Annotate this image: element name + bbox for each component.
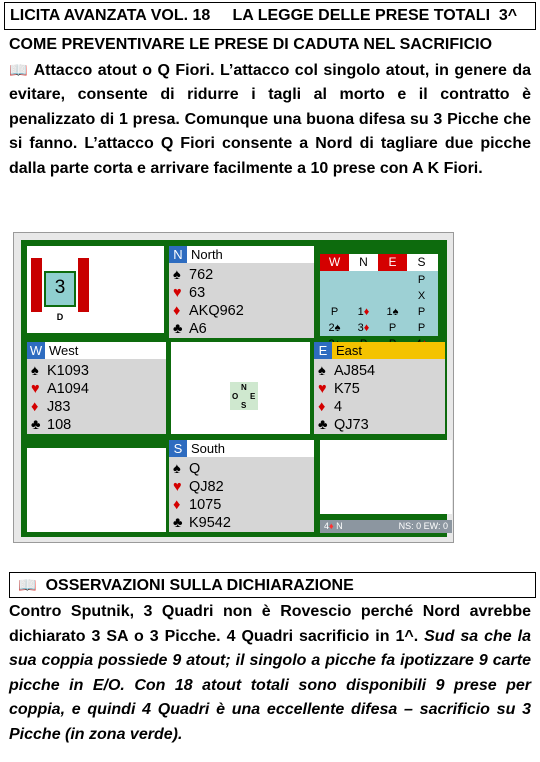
west-hearts — [31, 380, 89, 398]
west-spades — [31, 362, 89, 380]
auction-header-n: N — [359, 255, 368, 269]
diamond-icon: ♦ — [318, 399, 326, 415]
final-contract: 4♦ N — [324, 521, 343, 531]
spade-icon: ♠ — [173, 461, 181, 477]
bridge-diagram — [13, 232, 454, 543]
auction-call: 2♠ — [328, 322, 341, 334]
dealer-marker: D — [56, 312, 64, 322]
auction-call: 3♦ — [357, 322, 370, 334]
spade-icon: ♠ — [318, 363, 326, 379]
south-hearts-cards: QJ82 — [189, 479, 224, 495]
hand-east — [314, 342, 445, 434]
hand-north — [169, 246, 314, 338]
west-hearts-cards: A1094 — [47, 381, 89, 397]
auction-call: 1♦ — [357, 306, 370, 318]
east-diamonds — [318, 398, 342, 416]
east-spades-cards: AJ854 — [334, 363, 376, 379]
contract-status-bar — [320, 520, 452, 533]
north-clubs-cards: A6 — [189, 321, 207, 337]
seat-badge-north: N — [169, 246, 187, 263]
hand-south — [169, 440, 314, 532]
observations-italic: Sud sa che la sua coppia possiede 9 atout; il singolo a picche fa ipotizzare 9 carte picche in E/O. Con 18 atout totali sono disponibili 9 prese per coppia, e quindi 4 Quadri è una eccellente difesa – sacrificio su 3 Picche (in zona verde). — [9, 627, 532, 743]
east-hearts — [318, 380, 360, 398]
north-hearts-cards: 63 — [189, 285, 206, 301]
seat-name-north: North — [191, 247, 223, 262]
book-icon: 📖 — [18, 576, 37, 594]
east-clubs-cards: QJ73 — [334, 417, 369, 433]
board-felt — [21, 240, 447, 537]
north-spades-cards: 762 — [189, 267, 214, 283]
heart-icon: ♥ — [318, 381, 327, 397]
auction-call: P — [417, 322, 426, 334]
diamond-icon: ♦ — [31, 399, 39, 415]
south-diamonds — [173, 496, 221, 514]
observations-plain: Contro Sputnik, 3 Quadri non è Rovescio perché Nord avrebbe dichiarato 3 SA o 3 Picche. 4 Quadri sacrificio in 1^. — [9, 603, 531, 645]
south-hearts — [173, 478, 224, 496]
compass-e: E — [250, 392, 256, 401]
board-info-panel — [27, 246, 164, 333]
observations-text — [9, 600, 531, 748]
hand-east-header — [314, 342, 445, 359]
seat-name-south: South — [191, 441, 225, 456]
west-spades-cards: K1093 — [47, 363, 89, 379]
title-box — [4, 2, 536, 30]
north-hearts — [173, 284, 205, 302]
club-icon: ♣ — [318, 417, 328, 433]
auction-call: 1♠ — [386, 306, 399, 318]
south-diamonds-cards: 1075 — [189, 497, 222, 513]
club-icon: ♣ — [31, 417, 41, 433]
hand-west-header — [27, 342, 166, 359]
spade-icon: ♠ — [31, 363, 39, 379]
west-clubs — [31, 416, 71, 434]
west-diamonds — [31, 398, 70, 416]
east-clubs — [318, 416, 369, 434]
auction-header-s: S — [417, 255, 426, 269]
compass-rose — [230, 382, 258, 410]
west-clubs-cards: 108 — [47, 417, 72, 433]
compass-o: O — [232, 392, 239, 401]
empty-panel-bottom-left — [27, 448, 166, 532]
score-readout: NS: 0 EW: 0 — [398, 521, 448, 531]
auction-table — [320, 254, 438, 336]
seat-name-west: West — [49, 343, 79, 358]
auction-call: X — [417, 290, 426, 302]
north-spades — [173, 266, 213, 284]
vulnerability-bar-left — [31, 258, 42, 312]
seat-badge-east: E — [314, 342, 332, 359]
heart-icon: ♥ — [173, 285, 182, 301]
auction-call: P — [330, 306, 339, 318]
compass-n: N — [241, 383, 247, 392]
east-diamonds-cards: 4 — [334, 399, 343, 415]
seat-name-east: East — [336, 343, 363, 358]
auction-call: P — [417, 274, 426, 286]
auction-header-e: E — [378, 254, 407, 271]
west-diamonds-cards: J83 — [47, 399, 71, 415]
hand-south-header — [169, 440, 314, 457]
south-clubs — [173, 514, 231, 532]
auction-header-w: W — [320, 254, 349, 271]
heart-icon: ♥ — [173, 479, 182, 495]
club-icon: ♣ — [173, 321, 183, 337]
compass-s: S — [241, 401, 247, 410]
observations-heading-box — [9, 572, 536, 598]
section-subtitle: COME PREVENTIVARE LE PRESE DI CADUTA NEL SACRIFICIO — [9, 36, 493, 53]
hand-west — [27, 342, 166, 434]
observations-heading: OSSERVAZIONI SULLA DICHIARAZIONE — [45, 577, 354, 594]
book-icon: 📖 — [9, 60, 29, 79]
board-number: 3 — [54, 277, 66, 298]
intro-text-block — [9, 58, 531, 182]
seat-badge-south: S — [169, 440, 187, 457]
page-title: LICITA AVANZATA VOL. 18 LA LEGGE DELLE PRESE TOTALI 3^ — [10, 7, 518, 24]
north-diamonds-cards: AKQ962 — [189, 303, 244, 319]
south-spades — [173, 460, 200, 478]
north-clubs — [173, 320, 207, 338]
south-clubs-cards: K9542 — [189, 515, 231, 531]
vulnerability-bar-right — [78, 258, 89, 312]
diamond-icon: ♦ — [173, 303, 181, 319]
intro-paragraph — [9, 33, 531, 181]
seat-badge-west: W — [27, 342, 45, 359]
auction-call: P — [388, 322, 397, 334]
spade-icon: ♠ — [173, 267, 181, 283]
hand-north-header — [169, 246, 314, 263]
club-icon: ♣ — [173, 515, 183, 531]
east-spades — [318, 362, 375, 380]
east-hearts-cards: K75 — [334, 381, 360, 397]
north-diamonds — [173, 302, 244, 320]
auction-header — [320, 254, 438, 271]
intro-text: Attacco atout o Q Fiori. L’attacco col singolo atout, in genere da evitare, consente di ridurre i tagli al morto e il contratto è penalizzato di 1 presa. Comunque una buona difesa su 3 Picche che si fanno. L’attacco Q Fiori consente a Nord di tagliare due picche dalla parte corta e arrivare facilmente a 10 prese con A K Fiori. — [9, 61, 531, 177]
auction-call: P — [417, 306, 426, 318]
empty-panel-bottom-right — [320, 440, 452, 514]
board-number-box — [44, 271, 76, 322]
south-spades-cards: Q — [189, 461, 201, 477]
diamond-icon: ♦ — [173, 497, 181, 513]
heart-icon: ♥ — [31, 381, 40, 397]
